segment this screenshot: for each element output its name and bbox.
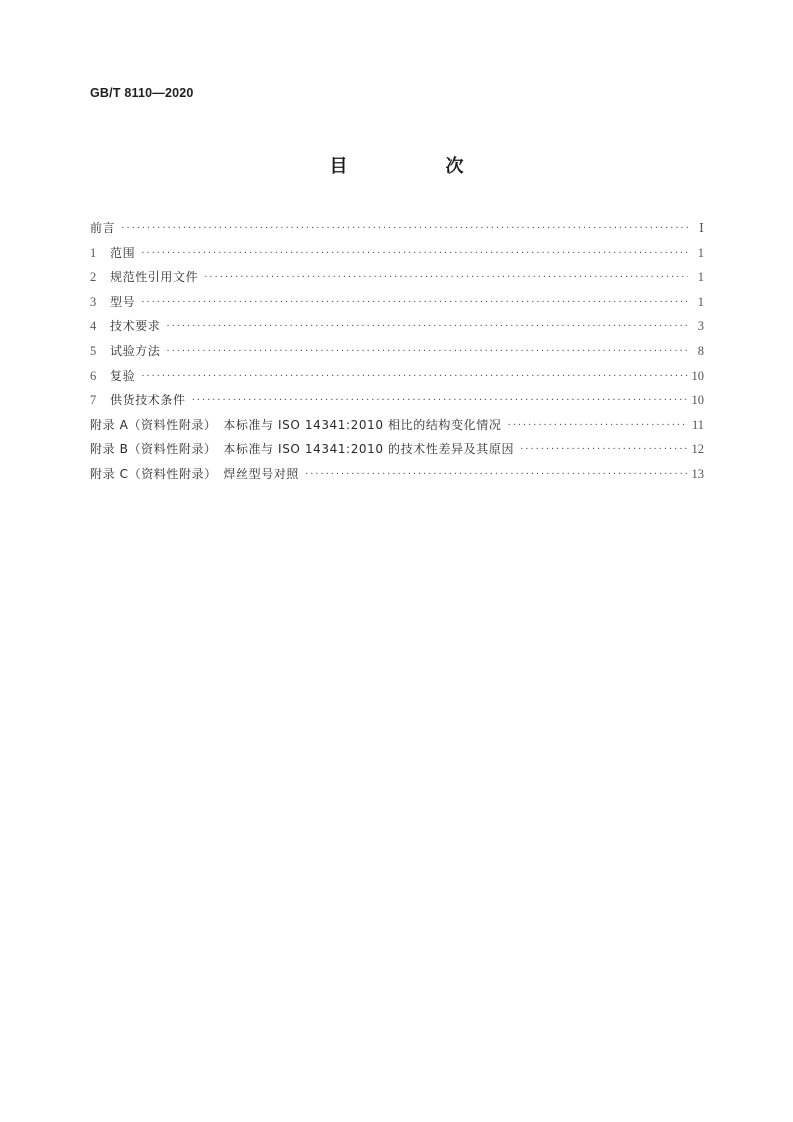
- toc-entry-label: 型号: [110, 294, 136, 309]
- toc-entry-foreword[interactable]: [90, 219, 704, 244]
- toc-entry-number: 6: [90, 368, 97, 383]
- toc-entry-number: 2: [90, 270, 97, 285]
- toc-entry-page: 10: [691, 393, 704, 408]
- toc-entry-retest[interactable]: [90, 367, 704, 392]
- toc-entry-technical-requirements[interactable]: [90, 317, 704, 342]
- toc-entry-label: 附录 A（资料性附录） 本标准与 ISO 14341:2010 相比的结构变化情况: [90, 417, 502, 432]
- toc-entry-number: 7: [90, 393, 97, 408]
- toc-entry-annex-c[interactable]: [90, 465, 704, 490]
- toc-entry-label: 供货技术条件: [110, 393, 186, 408]
- toc-entry-page: 10: [691, 368, 704, 383]
- toc-entry-test-methods[interactable]: [90, 342, 704, 367]
- toc-leader-dots: [305, 466, 688, 484]
- toc-leader-dots: [166, 343, 688, 361]
- toc-entry-annex-b[interactable]: [90, 440, 704, 465]
- toc-entry-normative-references[interactable]: [90, 268, 704, 293]
- toc-entry-scope[interactable]: [90, 244, 704, 269]
- toc-entry-label: 规范性引用文件: [110, 270, 199, 285]
- toc-leader-dots: [121, 220, 688, 238]
- toc-leader-dots: [141, 245, 688, 263]
- toc-leader-dots: [141, 294, 688, 312]
- toc-entry-page: 1: [697, 245, 704, 260]
- toc-entry-label: 技术要求: [110, 319, 161, 334]
- toc-entry-page: 1: [697, 270, 704, 285]
- toc-entry-label: 附录 C（资料性附录） 焊丝型号对照: [90, 466, 299, 481]
- toc-entry-page: 12: [691, 442, 704, 457]
- toc-entry-number: 4: [90, 319, 97, 334]
- toc-entry-page: 8: [697, 343, 704, 358]
- toc-entry-label: 范围: [110, 245, 136, 260]
- toc-entry-label: 附录 B（资料性附录） 本标准与 ISO 14341:2010 的技术性差异及其原因: [90, 442, 515, 457]
- toc-entry-label: 前言: [90, 221, 116, 235]
- toc-entry-page: 3: [697, 319, 704, 334]
- toc-entry-delivery-conditions[interactable]: [90, 391, 704, 416]
- toc-entry-page: Ⅰ: [699, 221, 704, 235]
- toc-entry-label: 试验方法: [110, 343, 161, 358]
- toc-entry-page: 1: [697, 294, 704, 309]
- toc-entry-number: 3: [90, 294, 97, 309]
- toc-leader-dots: [204, 269, 688, 287]
- toc-leader-dots: [507, 417, 688, 435]
- standard-code: GB/T 8110—2020: [90, 86, 194, 100]
- toc-leader-dots: [166, 318, 688, 336]
- toc-title: 目 次: [329, 156, 504, 177]
- toc-entry-models[interactable]: [90, 293, 704, 318]
- toc-entry-label: 复验: [110, 368, 136, 383]
- toc-leader-dots: [141, 368, 687, 386]
- toc-entry-page: 11: [691, 417, 704, 432]
- toc-entry-number: 5: [90, 343, 97, 358]
- toc-leader-dots: [520, 441, 687, 459]
- table-of-contents: [90, 219, 704, 490]
- toc-entry-page: 13: [691, 466, 704, 481]
- toc-leader-dots: [192, 392, 688, 410]
- toc-entry-annex-a[interactable]: [90, 416, 704, 441]
- toc-entry-number: 1: [90, 245, 97, 260]
